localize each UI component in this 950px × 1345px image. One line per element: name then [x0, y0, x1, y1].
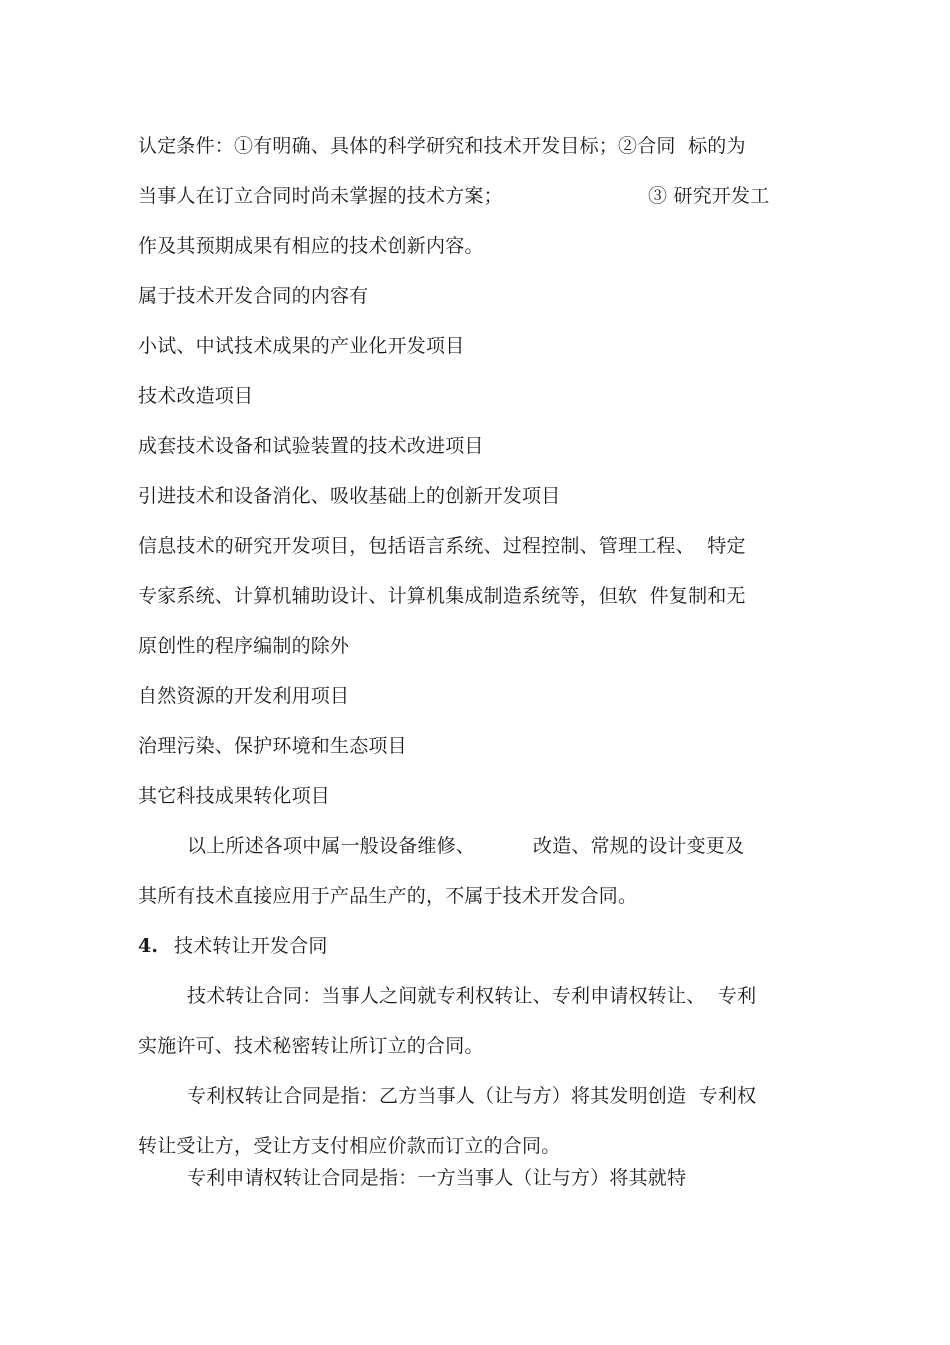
- list-item: 小试、中试技术成果的产业化开发项目: [138, 335, 465, 357]
- list-item: 信息技术的研究开发项目，包括语言系统、过程控制、管理工程、 特定: [138, 535, 746, 557]
- line-segment: ③ 研究开发工: [648, 185, 770, 207]
- section-number: 4.: [138, 935, 159, 957]
- paragraph-line: 实施许可、技术秘密转让所订立的合同。: [138, 1035, 484, 1057]
- paragraph-line: [138, 184, 838, 208]
- paragraph-line: 认定条件：①有明确、具体的科学研究和技术开发目标；②合同 标的为: [138, 135, 746, 157]
- line-segment: 以上所述各项中属一般设备维修、: [187, 835, 476, 857]
- paragraph-line: 作及其预期成果有相应的技术创新内容。: [138, 235, 484, 257]
- list-item: 治理污染、保护环境和生态项目: [138, 735, 407, 757]
- paragraph-line: 专利权转让合同是指：乙方当事人（让与方）将其发明创造 专利权: [187, 1085, 757, 1107]
- section-heading: [138, 934, 438, 958]
- paragraph-line: 专利申请权转让合同是指：一方当事人（让与方）将其就特: [187, 1167, 687, 1189]
- paragraph-line: 其所有技术直接应用于产品生产的，不属于技术开发合同。: [138, 885, 638, 907]
- list-item: 引进技术和设备消化、吸收基础上的创新开发项目: [138, 485, 561, 507]
- paragraph-line: [187, 834, 787, 858]
- line-segment: 改造、常规的设计变更及: [533, 835, 745, 857]
- line-segment: 当事人在订立合同时尚未掌握的技术方案；: [138, 185, 503, 207]
- list-item: 自然资源的开发利用项目: [138, 685, 350, 707]
- paragraph-line: 技术转让合同：当事人之间就专利权转让、专利申请权转让、 专利: [187, 985, 757, 1007]
- list-item: 其它科技成果转化项目: [138, 785, 331, 807]
- list-item: 专家系统、计算机辅助设计、计算机集成制造系统等，但软 件复制和无: [138, 585, 746, 607]
- list-heading: 属于技术开发合同的内容有: [138, 285, 369, 307]
- list-item: 原创性的程序编制的除外: [138, 635, 350, 657]
- paragraph-line: 转让受让方，受让方支付相应价款而订立的合同。: [138, 1135, 561, 1157]
- section-title: 技术转让开发合同: [174, 935, 328, 957]
- list-item: 成套技术设备和试验装置的技术改进项目: [138, 435, 484, 457]
- list-item: 技术改造项目: [138, 385, 254, 407]
